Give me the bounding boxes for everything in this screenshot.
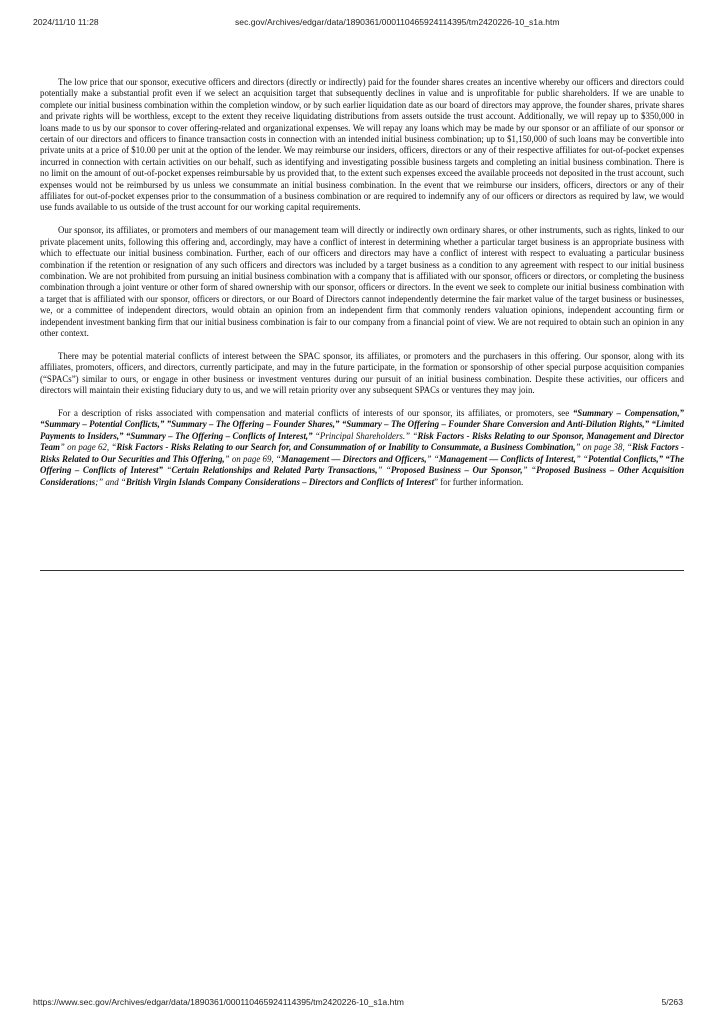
ref-business-sponsor: Proposed Business – Our Sponsor,	[390, 465, 523, 476]
ref-quote-sep: ” “	[575, 453, 588, 464]
ref-closing: ” for further information.	[434, 476, 524, 487]
ref-acquisition-considerations: Proposed Business – Other Acquisition Considerations	[40, 465, 685, 487]
ref-management-directors: Management — Directors and Officers,	[280, 453, 427, 464]
ref-quote-sep: ” “	[426, 453, 439, 464]
ref-bvi-considerations: British Virgin Islands Company Considerations – Directors and Conflicts of Interest	[125, 476, 435, 487]
ref-summary-sections: “Summary – Compensation,” “Summary – Potential Conflicts,” ”Summary – The Offering – Founder Shares,” “Summary – The Offering – Founder Share Conversion and Anti-Dilution Rights,” “Limited Payments to Insiders,” “Summary – The Offering – Conflicts of Interest,”	[40, 408, 684, 441]
ref-text: For a description of risks associated with compensation and material conflicts of interests of our sponsor, its affiliates, or promoters, see	[58, 408, 573, 419]
ref-page-38: ” on page 38, “	[575, 442, 632, 453]
ref-risk-search: Risk Factors - Risks Relating to our Search for, and Consummation of or Inability to Consummate, a Business Combination,	[116, 442, 576, 453]
ref-page-62: ” on page 62, “	[59, 442, 117, 453]
paragraph-founder-shares-incentive: The low price that our sponsor, executive officers and directors (directly or indirectly) paid for the founder shares creates an incentive whereby our officers and directors could potentially make a substantial profit even if we select an acquisition target that subsequently declines in value and is unprofitable for public shareholders. If we are unable to complete our initial business combination within the completion window, or by such earlier liquidation date as our board of directors may approve, the founder shares, private shares and private rights will be worthless, except to the extent they receive liquidating distributions from assets outside the trust account. Additionally, we will repay up to $350,000 in loans made to us by our sponsor to cover offering-related and organizational expenses. We will repay any loans which may be made by our sponsor or an affiliate of our sponsor or certain of our directors and officers to finance transaction costs in connection with an intended initial business combination; up to $1,150,000 of such loans may be convertible into private units at a price of $10.00 per unit at the option of the lender. We may reimburse our insiders, officers, directors or any of their respective affiliates for out-of-pocket expenses incurred in connection with certain activities on our behalf, such as identifying and investigating possible business targets and completing an initial business combination. There is no limit on the amount of out-of-pocket expenses reimbursable by us provided that, to the extent such expenses exceed the available proceeds not deposited in the trust account, such expenses would not be reimbursed by us unless we consummate an initial business combination. In the event that we reimburse our insiders, officers, directors or any of their affiliates for out-of-pocket expenses prior to the consummation of a business combination or are required to indemnify any of our officers or directors as required by law, we would use funds available to us outside of the trust account for our working capital requirements.	[40, 77, 684, 213]
ref-risk-sponsor: Risk Factors - Risks Relating to our Sponsor, Management and Director Team	[40, 430, 685, 453]
print-footer-url: https://www.sec.gov/Archives/edgar/data/1890361/000110465924114395/tm2420226-10_s1a.htm	[33, 997, 404, 1007]
ref-quote-sep: ” “	[377, 465, 391, 476]
ref-risk-securities: Risk Factors - Risks Related to Our Securities and This Offering,	[40, 442, 685, 464]
ref-principal-shareholders: “Principal Shareholders.” “	[315, 430, 418, 441]
paragraph-risk-references	[40, 408, 684, 488]
ref-quote-sep: “	[162, 465, 172, 476]
ref-potential-conflicts: Potential Conflicts,” “The Offering – Conflicts of Interest”	[40, 453, 685, 476]
paragraph-sponsor-conflict: Our sponsor, its affiliates, or promoters and members of our management team will directly or indirectly own ordinary shares, or other instruments, such as rights, linked to our private placement units, following this offering and, accordingly, may have a conflict of interest in determining whether a particular target business is an appropriate business with which to effectuate our initial business combination. Further, each of our officers and directors may have a conflict of interest with respect to evaluating a particular business combination if the retention or resignation of any such officers and directors was included by a target business as a condition to any agreement with respect to our initial business combination. We are not prohibited from pursuing an initial business combination with a company that is affiliated with our sponsor, officers or directors, or completing the business combination through a joint venture or other form of shared ownership with our sponsor, officers or directors. In the event we seek to complete our initial business combination with a target that is affiliated with our sponsor, officers or directors, or our Board of Directors cannot independently determine the fair market value of the target business or businesses, we, or a committee of independent directors, would obtain an opinion from an independent firm that commonly renders valuation opinions, independent accounting firm or independent investment banking firm that our initial business combination is fair to our company from a financial point of view. We are not required to obtain such an opinion in any other context.	[40, 225, 684, 339]
ref-related-party: Certain Relationships and Related Party Transactions,	[171, 465, 378, 476]
ref-management-conflicts: Management — Conflicts of Interest,	[438, 453, 576, 464]
document-body	[40, 77, 684, 499]
page-number: 5/263	[661, 997, 683, 1007]
ref-quote-sep: ;” and “	[95, 476, 126, 487]
ref-quote-sep: ” “	[522, 465, 537, 476]
section-divider	[40, 570, 684, 571]
print-header-url: sec.gov/Archives/edgar/data/1890361/000110465924114395/tm2420226-10_s1a.htm	[235, 17, 560, 27]
paragraph-spac-conflicts: There may be potential material conflicts of interest between the SPAC sponsor, its affiliates, or promoters and the purchasers in this offering. Our sponsor, along with its affiliates, promoters, officers, and directors, currently participate, and may in the future participate, in the formation or sponsorship of other special purpose acquisition companies (“SPACs”) similar to ours, or engage in other business or investment ventures during our pursuit of an initial business combination. Despite these activities, our officers and directors will maintain their existing fiduciary duty to us, and we will retain priority over any subsequent SPACs or ventures they may join.	[40, 350, 684, 396]
print-datetime: 2024/11/10 11:28	[33, 17, 99, 27]
ref-page-69: ” on page 69, “	[224, 453, 281, 464]
